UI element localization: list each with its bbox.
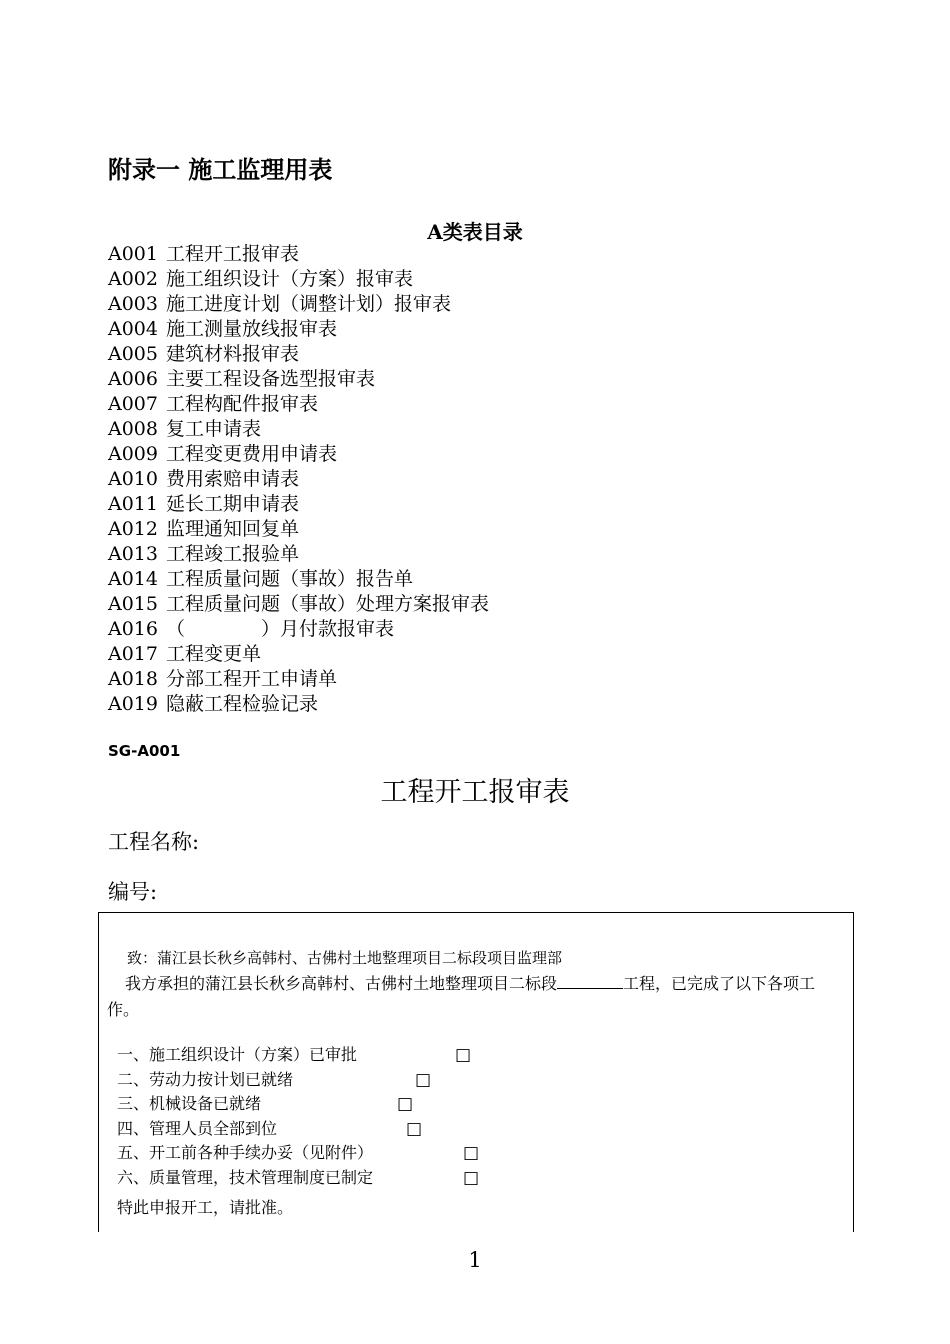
catalog-item-name: 施工组织设计（方案）报审表 xyxy=(166,268,414,290)
catalog-item xyxy=(108,492,489,517)
catalog-item-code: A003 xyxy=(108,293,158,315)
checklist-item xyxy=(117,1043,472,1068)
form-code: SG-A001 xyxy=(108,742,181,760)
catalog-item-code: A019 xyxy=(108,693,158,715)
catalog-item-code: A015 xyxy=(108,593,158,615)
catalog-item xyxy=(108,692,489,717)
checklist-label: 三、机械设备已就绪 xyxy=(117,1094,262,1114)
project-name-label: 工程名称: xyxy=(108,830,200,854)
catalog-item-name: 费用索赔申请表 xyxy=(166,468,300,490)
form-title: 工程开工报审表 xyxy=(380,777,570,808)
catalog-item-name: 工程竣工报验单 xyxy=(166,543,300,565)
catalog-item-name: 分部工程开工申请单 xyxy=(166,668,338,690)
catalog-item xyxy=(108,442,489,467)
catalog-item-name: 工程开工报审表 xyxy=(166,243,300,265)
checklist-item xyxy=(117,1117,423,1142)
catalog-item-name: 隐蔽工程检验记录 xyxy=(166,693,319,715)
catalog-item xyxy=(108,317,489,342)
catalog-item-code: A011 xyxy=(108,493,158,515)
catalog-item-name: 复工申请表 xyxy=(166,418,262,440)
checkbox-icon[interactable]: □ xyxy=(406,1118,423,1139)
catalog-item-code: A013 xyxy=(108,543,158,565)
catalog-item xyxy=(108,392,489,417)
catalog-item xyxy=(108,567,489,592)
catalog-item-code: A001 xyxy=(108,243,158,265)
catalog-item-name: 工程构配件报审表 xyxy=(166,393,319,415)
checklist-label: 一、施工组织设计（方案）已审批 xyxy=(117,1045,358,1064)
catalog-item xyxy=(108,242,489,267)
catalog-item-code: A010 xyxy=(108,468,158,490)
catalog-item-code: A006 xyxy=(108,368,158,390)
number-label: 编号: xyxy=(108,880,158,904)
checklist-item xyxy=(117,1141,480,1166)
catalog-item-name: 延长工期申请表 xyxy=(166,493,300,515)
catalog-item-name: （ ）月付款报审表 xyxy=(166,618,395,640)
blank-underline xyxy=(557,972,623,989)
addressee-line: 致：蒲江县长秋乡高韩村、古佛村土地整理项目二标段项目监理部 xyxy=(127,949,563,967)
catalog-item xyxy=(108,667,489,692)
catalog-item xyxy=(108,292,489,317)
catalog-item-name: 工程变更费用申请表 xyxy=(166,443,338,465)
checkbox-icon[interactable]: □ xyxy=(415,1069,432,1090)
catalog-list xyxy=(108,242,489,717)
checkbox-icon[interactable]: □ xyxy=(397,1094,414,1115)
catalog-item xyxy=(108,642,489,667)
catalog-item-code: A004 xyxy=(108,318,158,340)
undertake-project: 蒲江县长秋乡高韩村、古佛村土地整理项目二标段 xyxy=(205,974,558,993)
checklist xyxy=(117,1043,480,1191)
checklist-item xyxy=(117,1068,432,1093)
catalog-item xyxy=(108,267,489,292)
catalog-item-name: 监理通知回复单 xyxy=(166,518,300,540)
checkbox-icon[interactable]: □ xyxy=(455,1045,472,1065)
catalog-item-code: A005 xyxy=(108,343,158,365)
catalog-item-name: 主要工程设备选型报审表 xyxy=(166,368,376,390)
checkbox-icon[interactable]: □ xyxy=(463,1143,480,1164)
form-box xyxy=(98,912,854,1232)
undertake-paragraph xyxy=(107,971,847,1023)
catalog-item xyxy=(108,542,489,567)
appendix-title: 附录一 施工监理用表 xyxy=(108,156,333,184)
catalog-item-name: 工程变更单 xyxy=(166,643,262,665)
checklist-item xyxy=(117,1166,480,1191)
checklist-label: 四、管理人员全部到位 xyxy=(117,1118,278,1138)
catalog-title: A类表目录 xyxy=(427,220,523,244)
catalog-item-code: A012 xyxy=(108,518,158,540)
undertake-suffix: 工程，已完成了以下各项工作。 xyxy=(107,974,816,1019)
catalog-item-name: 施工进度计划（调整计划）报审表 xyxy=(166,293,452,315)
checklist-label: 二、劳动力按计划已就绪 xyxy=(117,1069,294,1089)
catalog-item-code: A002 xyxy=(108,268,158,290)
catalog-item xyxy=(108,467,489,492)
checklist-label: 六、质量管理，技术管理制度已制定 xyxy=(117,1167,374,1187)
catalog-item xyxy=(108,592,489,617)
checkbox-icon[interactable]: □ xyxy=(463,1167,480,1188)
catalog-item xyxy=(108,617,489,642)
catalog-item-code: A014 xyxy=(108,568,158,590)
catalog-item-name: 建筑材料报审表 xyxy=(166,343,300,365)
catalog-item-code: A009 xyxy=(108,443,158,465)
catalog-item-name: 工程质量问题（事故）处理方案报审表 xyxy=(166,593,490,615)
catalog-item xyxy=(108,417,489,442)
catalog-item xyxy=(108,342,489,367)
undertake-prefix: 我方承担的 xyxy=(125,974,206,993)
catalog-item-name: 施工测量放线报审表 xyxy=(166,318,338,340)
catalog-item-code: A007 xyxy=(108,393,158,415)
catalog-item-code: A008 xyxy=(108,418,158,440)
page-number: 1 xyxy=(468,1248,482,1272)
checklist-item xyxy=(117,1092,414,1117)
catalog-item xyxy=(108,517,489,542)
closing-text: 特此申报开工，请批准。 xyxy=(117,1198,294,1217)
catalog-item xyxy=(108,367,489,392)
catalog-item-code: A017 xyxy=(108,643,158,665)
catalog-item-code: A016 xyxy=(108,618,158,640)
catalog-item-code: A018 xyxy=(108,668,158,690)
catalog-item-name: 工程质量问题（事故）报告单 xyxy=(166,568,414,590)
checklist-label: 五、开工前各种手续办妥（见附件） xyxy=(117,1143,374,1163)
